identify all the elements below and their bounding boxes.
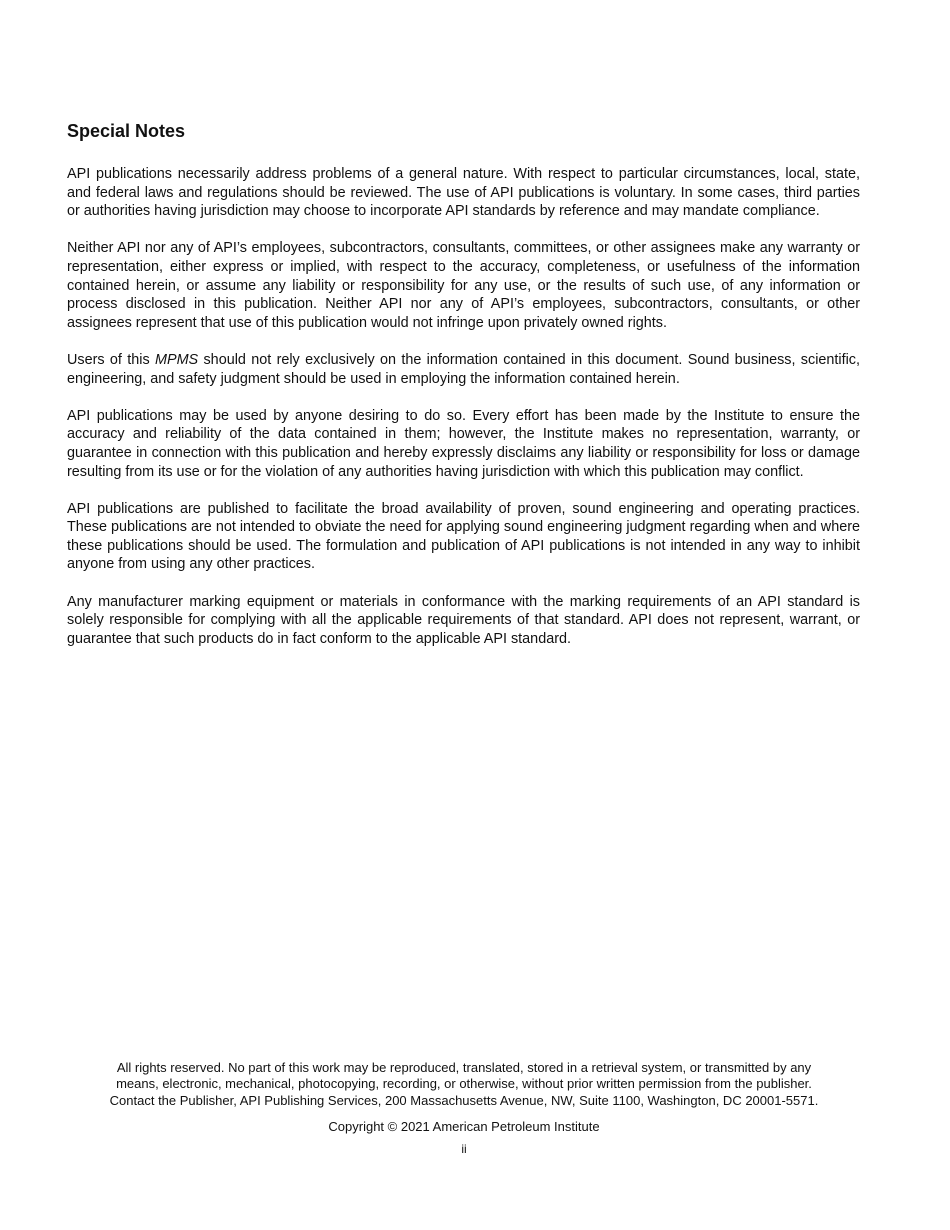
paragraph-marking-responsibility: Any manufacturer marking equipment or materials in conformance with the marking requirements of an API standard is solely responsible for complying with all the applicable requirements of that standard. API does not represent, warrant, or guarantee that such products do in fact conform to the applicable API standard. bbox=[67, 593, 860, 647]
mpms-italic-term: MPMS bbox=[154, 351, 199, 368]
paragraph-mpms-users bbox=[67, 351, 860, 388]
page-number: ii bbox=[461, 1142, 467, 1157]
section-heading: Special Notes bbox=[67, 121, 186, 141]
rights-line-3: Contact the Publisher, API Publishing Services, 200 Massachusetts Avenue, NW, Suite 1100, Washington, DC 20001-5571. bbox=[109, 1092, 819, 1108]
paragraph-engineering-practices: API publications are published to facilitate the broad availability of proven, sound engineering and operating practices. These publications are not intended to obviate the need for applying sound engineering judgment regarding when and where these publications should be used. The formulation and publication of API publications is not intended in any way to inhibit anyone from using any other practices. bbox=[67, 500, 860, 573]
paragraph-liability-disclaimer: API publications may be used by anyone desiring to do so. Every effort has been made by the Institute to ensure the accuracy and reliability of the data contained in them; however, the Institute makes no representation, warranty, or guarantee in connection with this publication and hereby expressly disclaims any liability or responsibility for loss or damage resulting from its use or for the violation of any authorities having jurisdiction with which this publication may conflict. bbox=[67, 407, 860, 480]
copyright-notice: Copyright © 2021 American Petroleum Institute bbox=[328, 1118, 600, 1134]
paragraph-mpms-text-start: Users of this bbox=[67, 351, 155, 368]
rights-line-2: means, electronic, mechanical, photocopying, recording, or otherwise, without prior written permission from the publisher. bbox=[116, 1076, 812, 1092]
paragraph-no-warranty: Neither API nor any of API’s employees, subcontractors, consultants, committees, or other assignees make any warranty or representation, either express or implied, with respect to the accuracy, completeness, or usefulness of the information contained herein, or assume any liability or responsibility for any use, or the results of such use, of any information or process disclosed in this publication. Neither API nor any of API’s employees, subcontractors, consultants, or other assignees represent that use of this publication would not infringe upon privately owned rights. bbox=[67, 240, 860, 331]
rights-line-1: All rights reserved. No part of this work may be reproduced, translated, stored in a retrieval system, or transmitted by any bbox=[116, 1060, 812, 1075]
paragraph-mpms-text-end: should not rely exclusively on the information contained in this document. Sound business, scientific, engineering, and safety judgment should be used in employing the information contained herein. bbox=[67, 351, 860, 387]
special-notes-section bbox=[67, 119, 860, 667]
paragraph-voluntary-use: API publications necessarily address problems of a general nature. With respect to particular circumstances, local, state, and federal laws and regulations should be reviewed. The use of API publications is voluntary. In some cases, third parties or authorities having jurisdiction may choose to incorporate API standards by reference and may mandate compliance. bbox=[67, 166, 860, 220]
page-footer bbox=[60, 1060, 868, 1157]
rights-notice bbox=[60, 1060, 868, 1109]
